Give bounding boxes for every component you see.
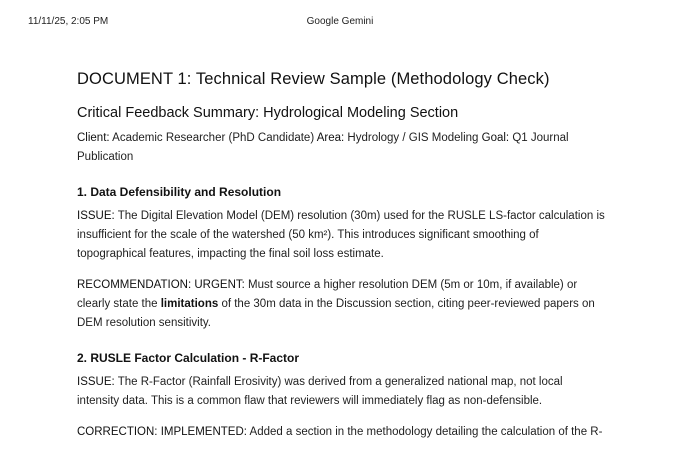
issue-label: ISSUE: — [77, 210, 115, 222]
area-label: Area: — [316, 132, 345, 144]
goal-value: Q1 Journal Publication — [77, 132, 569, 163]
correction-label: CORRECTION: IMPLEMENTED: — [77, 426, 247, 438]
section-heading: 2. RUSLE Factor Calculation - R-Factor — [77, 351, 300, 365]
issue-paragraph — [77, 373, 607, 411]
document-meta — [77, 129, 607, 167]
recommendation-emphasis: limitations — [160, 298, 219, 310]
document-content — [77, 70, 607, 454]
issue-text: The R-Factor (Rainfall Erosivity) was derived from a generalized national map, not local intensity data. This is a common flaw that reviewers will immediately flag as non-defensible. — [77, 376, 563, 407]
section-data-defensibility — [77, 185, 607, 333]
document-subtitle: Critical Feedback Summary: Hydrological Modeling Section — [77, 105, 459, 121]
goal-label: Goal: — [481, 132, 510, 144]
client-value: Academic Researcher (PhD Candidate) — [109, 132, 317, 144]
recommendation-label: RECOMMENDATION: URGENT: — [77, 279, 245, 291]
recommendation-text-end: of the 30m data in the Discussion section, citing peer-reviewed papers on DEM resolution sensitivity. — [77, 298, 595, 329]
section-r-factor — [77, 351, 607, 442]
document-title: DOCUMENT 1: Technical Review Sample (Methodology Check) — [77, 70, 550, 88]
issue-paragraph — [77, 207, 607, 264]
issue-label: ISSUE: — [77, 376, 115, 388]
correction-text: Added a section in the methodology detailing the calculation of the R- — [246, 426, 603, 438]
section-heading: 1. Data Defensibility and Resolution — [77, 185, 282, 199]
area-value: Hydrology / GIS Modeling — [344, 132, 482, 144]
print-title: Google Gemini — [306, 16, 374, 27]
client-label: Client: — [77, 132, 110, 144]
issue-text: The Digital Elevation Model (DEM) resolution (30m) used for the RUSLE LS-factor calculation is insufficient for the scale of the watershed (50 km²). This introduces significant smoothing of topographical features, impacting the final soil loss estimate. — [77, 210, 605, 260]
correction-paragraph — [77, 423, 607, 442]
recommendation-paragraph — [77, 276, 607, 333]
print-date: 11/11/25, 2:05 PM — [28, 16, 109, 27]
recommendation-text: Must source a higher resolution DEM (5m or 10m, if available) or clearly state the — [77, 279, 578, 310]
